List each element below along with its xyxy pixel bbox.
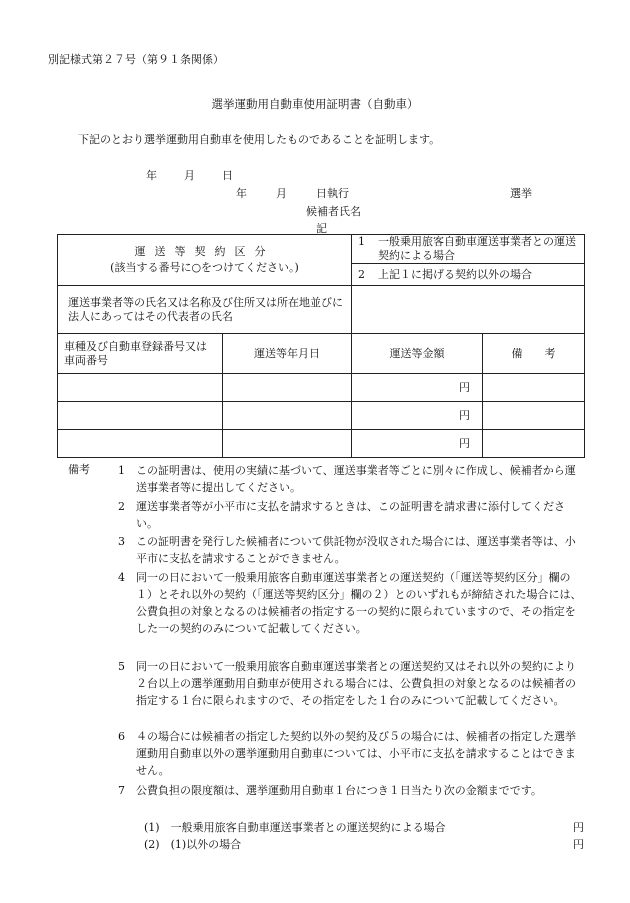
month-label: 月 xyxy=(184,169,195,182)
note-number: 1 xyxy=(118,464,125,477)
option-1-number: 1 xyxy=(358,235,366,248)
contract-type-title: 運送等契約区分 xyxy=(134,245,275,258)
election-year-label: 年 xyxy=(236,187,247,200)
day-label: 日 xyxy=(222,169,233,182)
note-text: 公費負担の限度額は、選挙運動用自動車１台につき１日当たり次の金額までです。 xyxy=(136,784,542,797)
note-text: 同一の日において一般乗用旅客自動車運送事業者との運送契約又はそれ以外の契約により２台以上の選挙運動用自動車が使用される場合には、公費負担の対象となるのは候補者の指定する１台に限られますので、その指定をした１台のみについて記載してください。 xyxy=(136,660,576,707)
amount-cell[interactable]: 円 xyxy=(352,374,483,402)
note-text: 運送事業者等が小平市に支払を請求するときは、この証明書を請求書に添付してください。 xyxy=(136,500,565,530)
candidate-name-label: 候補者氏名 xyxy=(306,205,361,218)
election-date-line xyxy=(236,186,349,202)
note-item xyxy=(118,728,584,779)
document-title: 選挙運動用自動車使用証明書（自動車） xyxy=(211,97,419,111)
note-text: ４の場合には候補者の指定した契約以外の契約及び５の場合には、候補者の指定した選挙運動用自動車以外の選挙運動用自動車については、小平市に支払を請求することはできません。 xyxy=(136,730,576,777)
vehicle-cell[interactable] xyxy=(58,374,223,402)
year-label: 年 xyxy=(146,169,157,182)
contract-type-label xyxy=(58,235,352,286)
note-number: 5 xyxy=(118,660,125,673)
note-cell[interactable] xyxy=(483,402,585,430)
operator-label: 運送事業者等の氏名又は名称及び住所又は所在地並びに法人にあってはその代表者の氏名 xyxy=(58,286,352,334)
issue-date-line xyxy=(146,168,233,184)
note-item xyxy=(118,498,584,532)
col-date-header: 運送等年月日 xyxy=(223,334,352,374)
operator-row xyxy=(58,286,585,334)
contract-option-1[interactable] xyxy=(352,235,585,264)
option-1-text: 一般乗用旅客自動車運送事業者との運送契約による場合 xyxy=(378,235,577,262)
date-cell[interactable] xyxy=(223,374,352,402)
col-vehicle-header: 車種及び自動車登録番号又は車両番号 xyxy=(58,334,223,374)
note-number: 4 xyxy=(118,571,125,584)
limit-sub-2-label: (2) (1)以外の場合 xyxy=(144,838,242,851)
contract-type-instruction: (該当する番号に○をつけてください。) xyxy=(110,261,299,274)
record-label: 記 xyxy=(316,222,327,235)
vehicle-cell[interactable] xyxy=(58,402,223,430)
note-item xyxy=(118,569,584,637)
contract-option-2[interactable] xyxy=(352,264,585,286)
note-number: 3 xyxy=(118,535,125,548)
header-row xyxy=(58,334,585,374)
note-text: この証明書は、使用の実績に基づいて、運送事業者等ごとに別々に作成し、候補者から運送事業者等に提出してください。 xyxy=(136,464,576,494)
vehicle-cell[interactable] xyxy=(58,430,223,458)
note-item xyxy=(118,658,584,709)
usage-table xyxy=(57,234,585,458)
form-id: 別記様式第２７号（第９１条関係） xyxy=(48,53,224,66)
date-cell[interactable] xyxy=(223,402,352,430)
table-row xyxy=(58,374,585,402)
limit-sub-1-label: (1) 一般乗用旅客自動車運送事業者との運送契約による場合 xyxy=(144,821,446,834)
amount-cell[interactable]: 円 xyxy=(352,430,483,458)
note-cell[interactable] xyxy=(483,430,585,458)
option-2-number: 2 xyxy=(358,267,366,281)
election-suffix: 選挙 xyxy=(510,187,532,200)
table-row xyxy=(58,430,585,458)
amount-cell[interactable]: 円 xyxy=(352,402,483,430)
note-cell[interactable] xyxy=(483,374,585,402)
election-month-label: 月 xyxy=(276,187,287,200)
note-item xyxy=(118,782,584,799)
contract-row-1 xyxy=(58,235,585,264)
col-amount-header: 運送等金額 xyxy=(352,334,483,374)
option-2-text: 上記１に掲げる契約以外の場合 xyxy=(378,267,533,281)
note-number: 7 xyxy=(118,784,125,797)
note-number: 2 xyxy=(118,500,125,513)
election-day-label: 日執行 xyxy=(316,187,349,200)
limit-sub-1-yen: 円 xyxy=(573,821,584,834)
limit-sub-2-yen: 円 xyxy=(573,838,584,851)
table-row xyxy=(58,402,585,430)
note-text: この証明書を発行した候補者について供託物が没収された場合には、運送事業者等は、小平市に支払を請求することができません。 xyxy=(136,535,576,565)
date-cell[interactable] xyxy=(223,430,352,458)
note-item xyxy=(118,533,584,567)
intro-text: 下記のとおり選挙運動用自動車を使用したものであることを証明します。 xyxy=(78,133,441,146)
notes-heading: 備考 xyxy=(68,463,90,476)
note-number: 6 xyxy=(118,730,125,743)
operator-value[interactable] xyxy=(352,286,585,334)
note-item xyxy=(118,462,584,496)
note-text: 同一の日において一般乗用旅客自動車運送事業者との運送契約（「運送等契約区分」欄の１）とそれ以外の契約（「運送等契約区分」欄の２）とのいずれもが締結された場合には、公費負担の対象となるのは候補者の指定する一の契約に限られていますので、その指定をした一の契約のみについて記載してください。 xyxy=(136,571,582,635)
col-note-header: 備 考 xyxy=(483,334,585,374)
